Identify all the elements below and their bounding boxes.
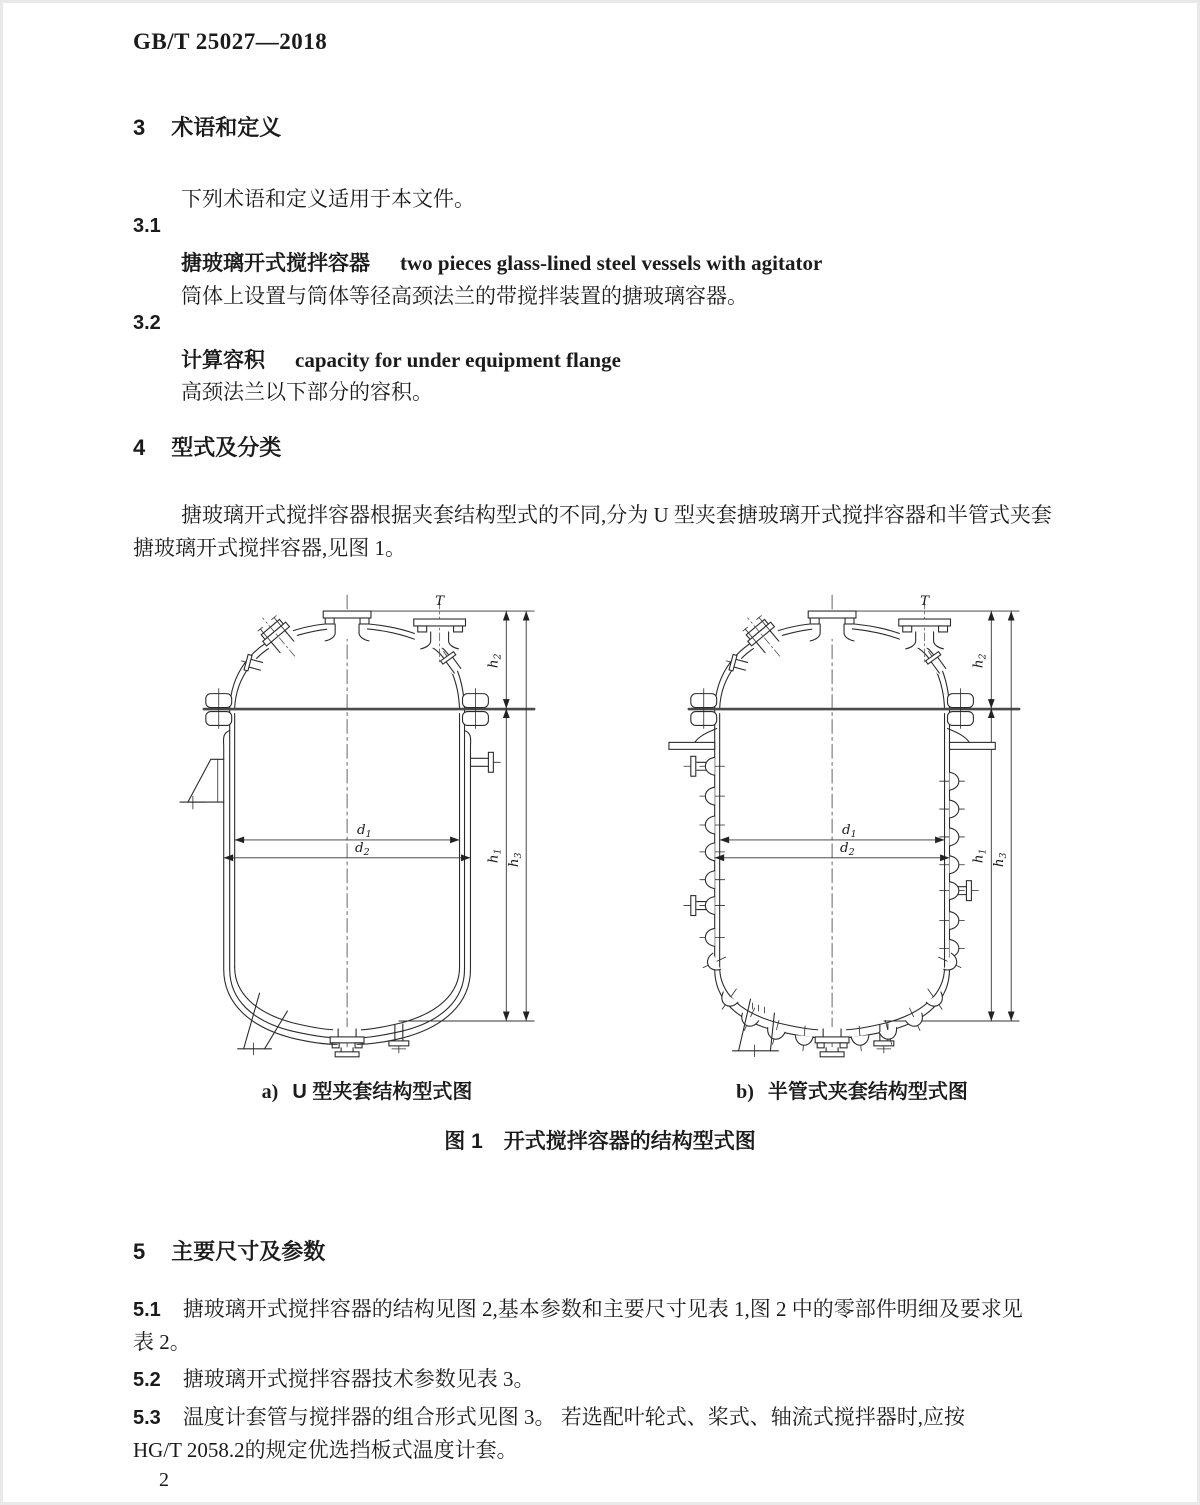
section-3-title: 术语和定义 [171,115,282,140]
figure-caption-a-label: a) [261,1081,279,1103]
clause-5-2-line1: 5.2 搪玻璃开式搅拌容器技术参数见表 3。 [133,1367,535,1391]
term-3-2-definition: 高颈法兰以下部分的容积。 [181,380,433,404]
clause-3-1-number: 3.1 [133,215,161,237]
section-3-intro: 下列术语和定义适用于本文件。 [181,187,475,211]
label-T-a: T [435,594,445,610]
label-T-b: T [920,594,930,610]
label-d2-b: $d_2$ [840,840,855,858]
section-3-heading [133,111,1081,142]
figure-caption-a: a) U 型夹套结构型式图 [261,1081,473,1103]
section-4-heading [133,431,1081,462]
label-h3-b: $h_3$ [992,852,1010,868]
label-d1-b: $d_1$ [842,822,857,840]
label-h2-b: $h_2$ [971,653,989,669]
section-5-heading [133,1235,1081,1266]
section-3-number: 3 [133,115,146,140]
vessel-a-drawing [168,581,566,1059]
clause-5-1-number: 5.1 [133,1299,161,1321]
label-h1-b: $h_1$ [971,848,989,864]
page-number: 2 [159,1469,169,1491]
section-5-title: 主要尺寸及参数 [171,1239,326,1264]
section-4-paragraph-line2: 搪玻璃开式搅拌容器,见图 1。 [133,536,406,560]
figure-1-caption: 图 1 开式搅拌容器的结构型式图 [444,1130,756,1153]
section-4-title: 型式及分类 [171,435,282,460]
clause-5-3-number: 5.3 [133,1407,161,1429]
label-h2-a: $h_2$ [486,653,504,669]
term-3-2 [133,344,1129,374]
clause-5-1-line1: 5.1 搪玻璃开式搅拌容器的结构见图 2,基本参数和主要尺寸见表 1,图 2 中的零部件明细及要求见 [133,1297,1023,1321]
label-h3-a: $h_3$ [507,852,525,868]
section-4-paragraph-line1: 搪玻璃开式搅拌容器根据夹套结构型式的不同,分为 U 型夹套搪玻璃开式搅拌容器和半管式夹套 [181,503,1052,527]
term-3-2-en: capacity for under equipment flange [295,348,621,372]
clause-5-1-line2: 表 2。 [133,1330,191,1354]
term-3-1-zh: 搪玻璃开式搅拌容器 [181,252,370,275]
term-3-1 [133,247,1129,277]
clause-3-2-number: 3.2 [133,312,161,334]
clause-5-3-line2: HG/T 2058.2的规定优选挡板式温度计套。 [133,1438,518,1462]
label-d2-a: $d_2$ [355,840,370,858]
section-4-number: 4 [133,435,146,460]
document-page [3,3,1197,1502]
clause-5-3-line1: 5.3 温度计套管与搅拌器的组合形式见图 3。 若选配叶轮式、桨式、轴流式搅拌器时,应按 [133,1405,966,1429]
section-5-number: 5 [133,1239,146,1264]
term-3-2-zh: 计算容积 [181,349,265,372]
term-3-1-definition: 筒体上设置与筒体等径高颈法兰的带搅拌装置的搪玻璃容器。 [181,284,748,308]
doc-number: GB/T 25027—2018 [133,29,328,54]
term-3-1-en: two pieces glass-lined steel vessels with agitator [400,251,823,275]
figure-caption-b-label: b) [736,1081,754,1103]
label-h1-a: $h_1$ [486,848,504,864]
vessel-b-drawing [653,581,1051,1059]
label-d1-a: $d_1$ [357,822,372,840]
clause-5-2-number: 5.2 [133,1369,161,1391]
figure-caption-b: b) 半管式夹套结构型式图 [736,1081,968,1103]
